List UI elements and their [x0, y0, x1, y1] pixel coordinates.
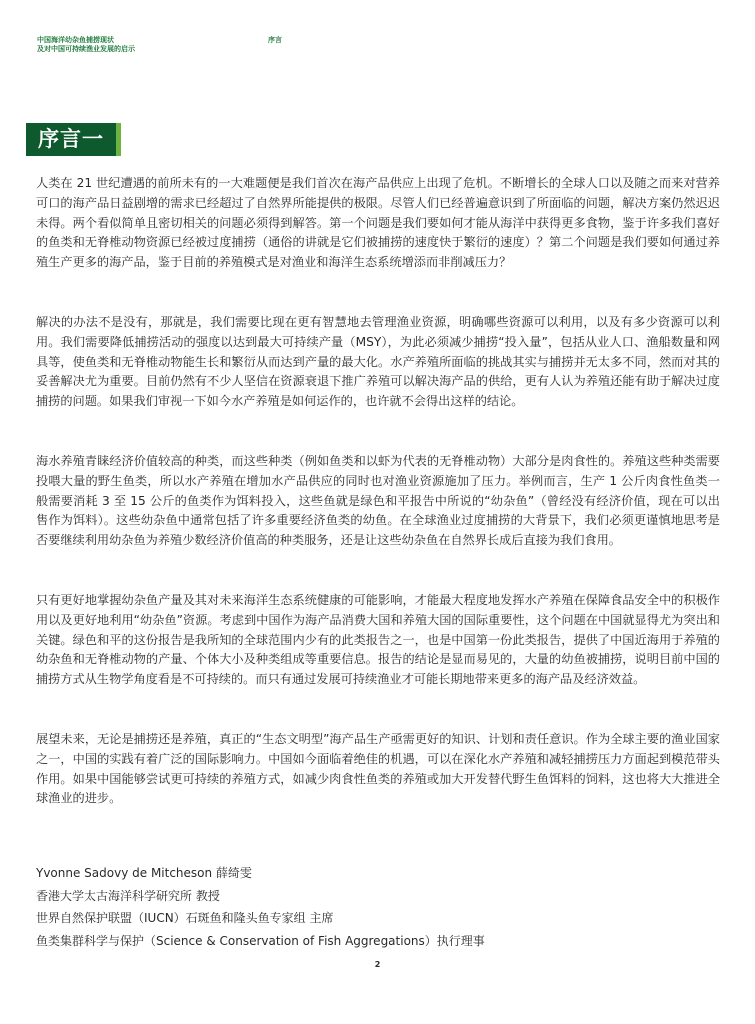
signature-affiliation-1: 香港大学太古海洋科学研究所 教授: [36, 888, 220, 903]
signature-block: [36, 862, 636, 952]
title-accent-stripe: [116, 123, 121, 156]
running-header-report-title: [37, 36, 135, 54]
body-text: [36, 174, 720, 849]
paragraph-5: 展望未来，无论是捕捞还是养殖，真正的“生态文明型”海产品生产亟需更好的知识、计划和责任意识。作为全球主要的渔业国家之一，中国的实践有着广泛的国际影响力。中国如今面临着绝佳的机遇，可以在深化水产养殖和减轻捕捞压力方面起到模范带头作用。如果中国能够尝试更可持续的养殖方式，如减少肉食性鱼类的养殖或加大开发替代野生鱼饵料的饲料，这也将大大推进全球渔业的进步。: [36, 731, 720, 806]
paragraph-1: 人类在 21 世纪遭遇的前所未有的一大难题便是我们首次在海产品供应上出现了危机。不断增长的全球人口以及随之而来对营养可口的海产品日益剧增的需求已经超过了自然界所能提供的极限。尽管人们已经普遍意识到了所面临的问题，解决方案仍然迟迟未得。两个看似简单且密切相关的问题必须得到解答。第一个问题是我们要如何才能从海洋中获得更多食物，鉴于许多我们喜好的鱼类和无脊椎动物资源已经被过度捕捞（通俗的讲就是它们被捕捞的速度快于繁衍的速度）？第二个问题是我们要如何通过养殖生产更多的海产品，鉴于目前的养殖模式是对渔业和海洋生态系统增添而非削减压力？: [36, 176, 720, 270]
paragraph-2: 解决的办法不是没有，那就是，我们需要比现在更有智慧地去管理渔业资源，明确哪些资源可以利用，以及有多少资源可以利用。我们需要降低捕捞活动的强度以达到最大可持续产量（MSY），为此必须减少捕捞“投入量”，包括从业人口、渔船数量和网具等，使鱼类和无脊椎动物能生长和繁衍从而达到产量的最大化。水产养殖所面临的挑战其实与捕捞并无太多不同，然而对其的妥善解决尤为重要。目前仍然有不少人坚信在资源衰退下推广养殖可以解决海产品的供给，更有人认为养殖还能有助于解决过度捕捞的问题。如果我们审视一下如今水产养殖是如何运作的，也许就不会得出这样的结论。: [36, 314, 720, 409]
signature-affiliation-2: 世界自然保护联盟（IUCN）石斑鱼和隆头鱼专家组 主席: [36, 911, 334, 925]
page-title: 序言一: [38, 127, 104, 151]
paragraph-4: 只有更好地掌握幼杂鱼产量及其对未来海洋生态系统健康的可能影响，才能最大程度地发挥水产养殖在保障食品安全中的积极作用以及更好地利用“幼杂鱼”资源。考虑到中国作为海产品消费大国和养殖大国的国际重要性，这个问题在中国就显得尤为突出和关键。绿色和平的这份报告是我所知的全球范围内少有的此类报告之一，也是中国第一份此类报告，提供了中国近海用于养殖的幼杂鱼和无脊椎动物的产量、个体大小及种类组成等重要信息。报告的结论是显而易见的，大量的幼鱼被捕捞，说明目前中国的捕捞方式从生物学角度看是不可持续的。而只有通过发展可持续渔业才可能长期地带来更多的海产品及经济效益。: [36, 592, 720, 687]
report-title-line-1: 中国海洋幼杂鱼捕捞现状: [37, 36, 114, 44]
page-title-band: [26, 123, 121, 156]
signature-name: Yvonne Sadovy de Mitcheson 薛绮雯: [36, 866, 252, 880]
page-number: 2: [374, 960, 381, 969]
signature-affiliation-3: 鱼类集群科学与保护（Science & Conservation of Fish Aggregations）执行理事: [36, 933, 485, 948]
running-header-section: 序言: [268, 36, 282, 44]
report-title-line-2: 及对中国可持续渔业发展的启示: [37, 45, 135, 53]
paragraph-3: 海水养殖青睐经济价值较高的种类，而这些种类（例如鱼类和以虾为代表的无脊椎动物）大部分是肉食性的。养殖这些种类需要投喂大量的野生鱼类，所以水产养殖在增加水产品供应的同时也对渔业资源施加了压力。举例而言，生产 1 公斤肉食性鱼类一般需要消耗 3 至 15 公斤的鱼类作为饵料投入，这些鱼就是绿色和平报告中所说的“幼杂鱼”（曾经没有经济价值，现在可以出售作为饵料）。这些幼杂鱼中通常包括了许多重要经济鱼类的幼鱼。在全球渔业过度捕捞的大背景下，我们必须更谨慎地思考是否要继续利用幼杂鱼为养殖少数经济价值高的种类服务，还是让这些幼杂鱼在自然界长成后直接为我们食用。: [36, 453, 720, 548]
